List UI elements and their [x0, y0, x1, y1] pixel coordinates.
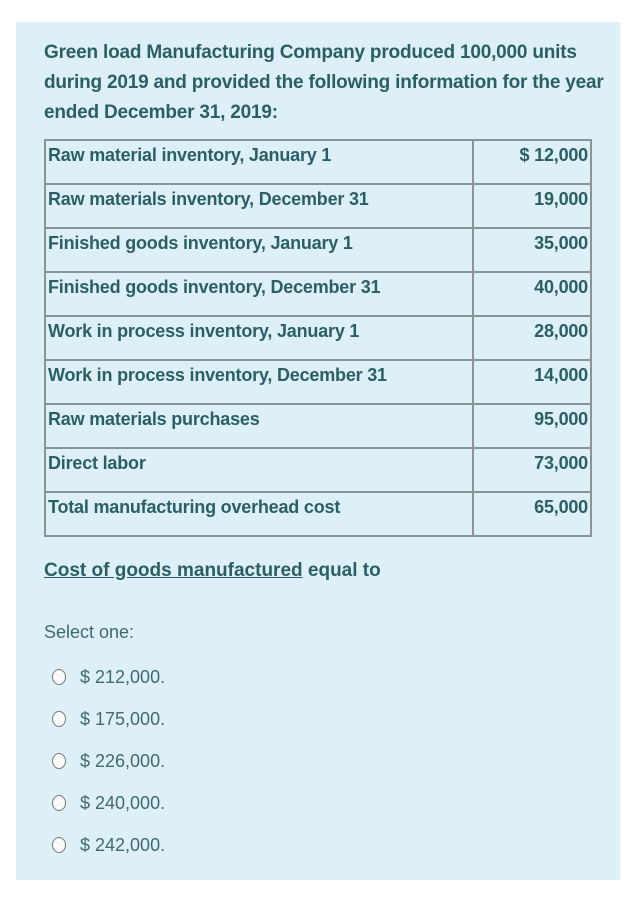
- table-row: [45, 228, 591, 272]
- select-one-label: Select one:: [44, 622, 135, 642]
- table-row: [45, 448, 591, 492]
- question-prompt: [44, 560, 381, 582]
- row-value: 14,000: [473, 360, 591, 404]
- row-label: Finished goods inventory, January 1: [45, 228, 473, 272]
- row-value: 73,000: [473, 448, 591, 492]
- row-label: Work in process inventory, December 31: [45, 360, 473, 404]
- answer-option[interactable]: [52, 656, 165, 698]
- row-value: 35,000: [473, 228, 591, 272]
- table-row: [45, 316, 591, 360]
- table-row: [45, 140, 591, 184]
- row-value: 95,000: [473, 404, 591, 448]
- table-row: [45, 404, 591, 448]
- radio-button-icon[interactable]: [52, 753, 66, 769]
- row-value: 19,000: [473, 184, 591, 228]
- radio-button-icon[interactable]: [52, 837, 66, 853]
- row-label: Total manufacturing overhead cost: [45, 492, 473, 536]
- radio-button-icon[interactable]: [52, 669, 66, 685]
- option-label: $ 240,000.: [80, 792, 166, 813]
- table-row: [45, 272, 591, 316]
- question-panel: [16, 22, 620, 880]
- option-label: $ 212,000.: [80, 666, 166, 687]
- radio-button-icon[interactable]: [52, 711, 66, 727]
- row-label: Direct labor: [45, 448, 473, 492]
- row-label: Raw material inventory, January 1: [45, 140, 473, 184]
- prompt-underlined: Cost of goods manufactured: [44, 560, 303, 581]
- row-label: Raw materials purchases: [45, 404, 473, 448]
- row-value: $ 12,000: [473, 140, 591, 184]
- row-value: 40,000: [473, 272, 591, 316]
- table-row: [45, 360, 591, 404]
- row-label: Work in process inventory, January 1: [45, 316, 473, 360]
- option-label: $ 226,000.: [80, 750, 166, 771]
- table-row: [45, 184, 591, 228]
- prompt-rest: equal to: [302, 560, 381, 581]
- data-table: [44, 139, 592, 537]
- answer-options: [52, 656, 165, 866]
- radio-button-icon[interactable]: [52, 795, 66, 811]
- row-label: Raw materials inventory, December 31: [45, 184, 473, 228]
- table-row: [45, 492, 591, 536]
- answer-option[interactable]: [52, 782, 165, 824]
- answer-option[interactable]: [52, 824, 165, 866]
- answer-option[interactable]: [52, 740, 165, 782]
- answer-option[interactable]: [52, 698, 165, 740]
- row-label: Finished goods inventory, December 31: [45, 272, 473, 316]
- question-intro: Green load Manufacturing Company produced 100,000 units during 2019 and provided the following information for the year ended December 31, 2019:: [44, 42, 604, 123]
- row-value: 28,000: [473, 316, 591, 360]
- option-label: $ 242,000.: [80, 834, 166, 855]
- row-value: 65,000: [473, 492, 591, 536]
- option-label: $ 175,000.: [80, 708, 166, 729]
